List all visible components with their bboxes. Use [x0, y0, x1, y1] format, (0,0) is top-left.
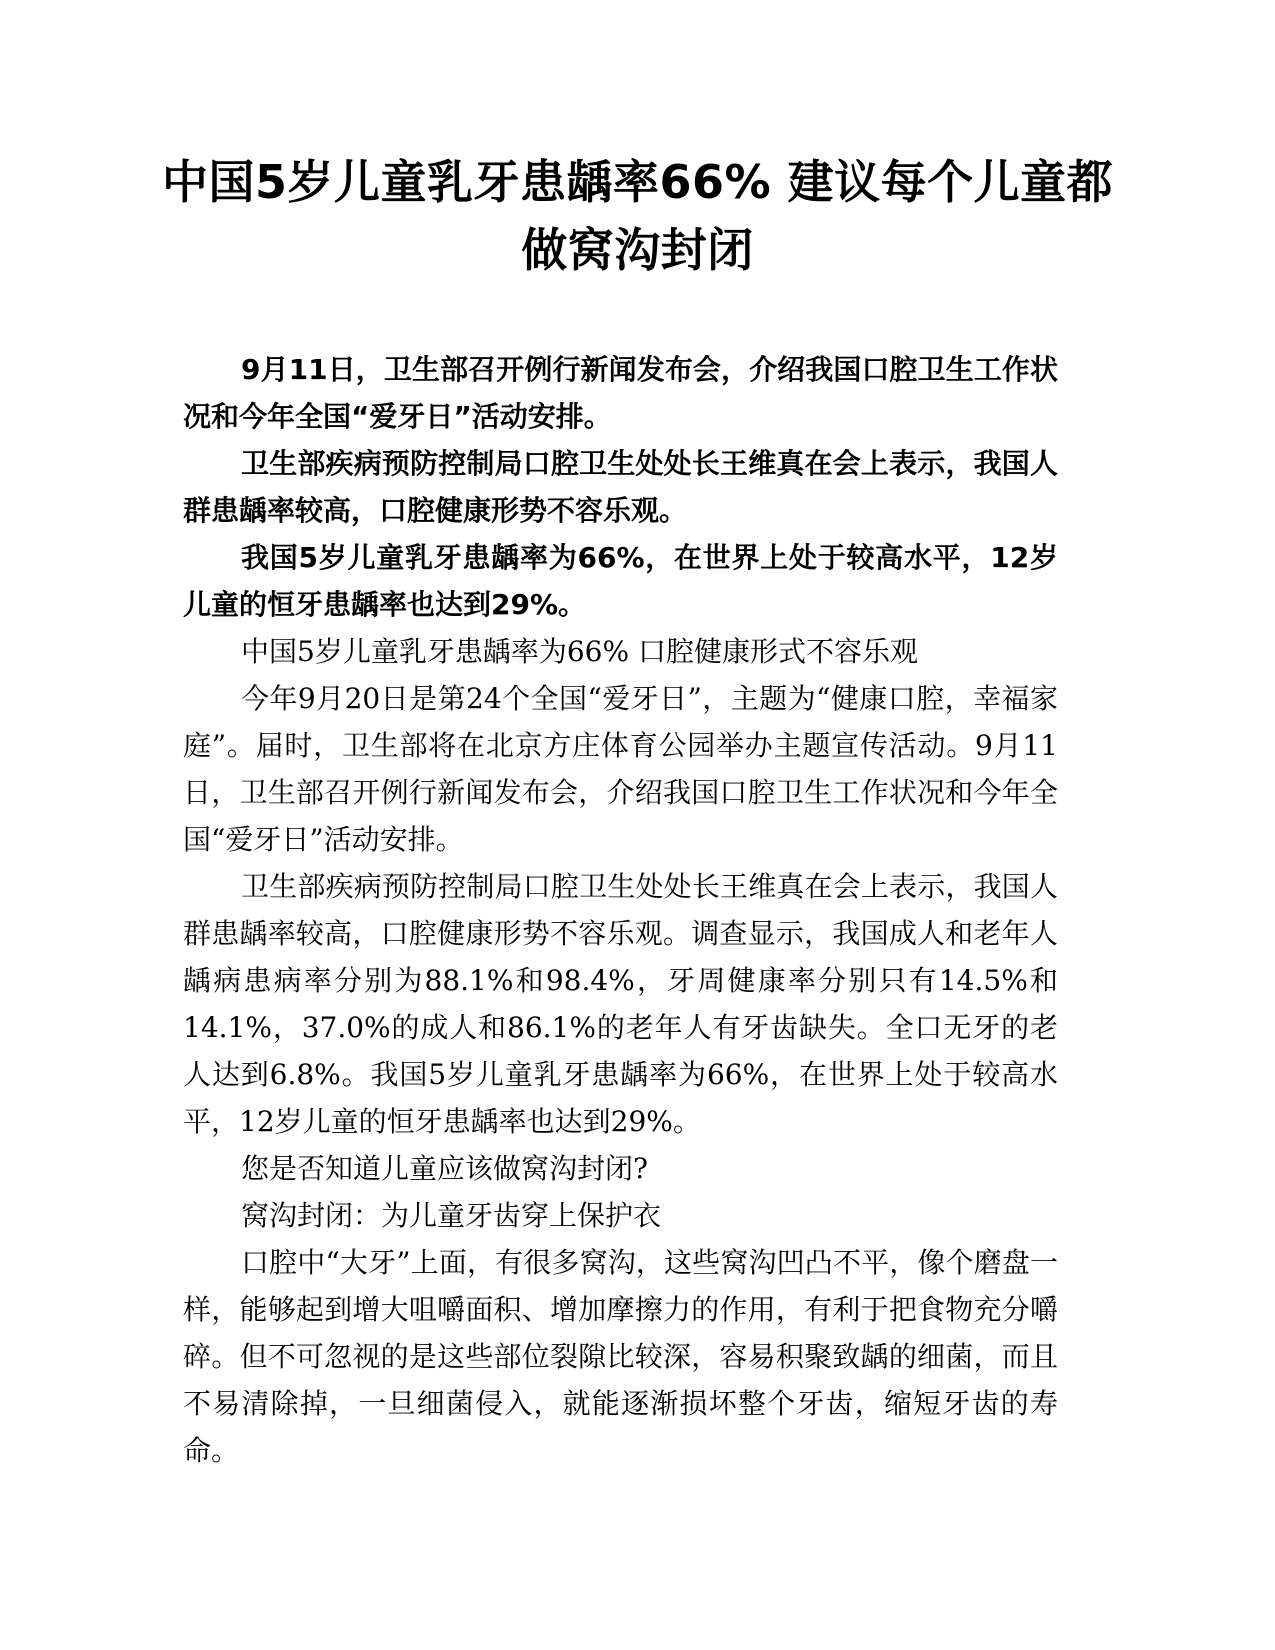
- section-question: 您是否知道儿童应该做窝沟封闭?: [241, 1152, 649, 1185]
- lead-paragraph: 卫生部疾病预防控制局口腔卫生处处长王维真在会上表示，我国人群患龋率较高，口腔健康形势不容乐观。: [183, 447, 1058, 527]
- lead-paragraph: 9月11日，卫生部召开例行新闻发布会，介绍我国口腔卫生工作状况和今年全国“爱牙日”活动安排。: [183, 353, 1058, 433]
- lead-section: [183, 346, 1058, 628]
- body-paragraph: 卫生部疾病预防控制局口腔卫生处处长王维真在会上表示，我国人群患龋率较高，口腔健康形势不容乐观。调查显示，我国成人和老年人龋病患病率分别为88.1%和98.4%，牙周健康率分别只有14.5%和14.1%，37.0%的成人和86.1%的老年人有牙齿缺失。全口无牙的老人达到6.8%。我国5岁儿童乳牙患龋率为66%，在世界上处于较高水平，12岁儿童的恒牙患龋率也达到29%。: [183, 870, 1058, 1138]
- body-paragraph: 今年9月20日是第24个全国“爱牙日”，主题为“健康口腔，幸福家庭”。届时，卫生部将在北京方庄体育公园举办主题宣传活动。9月11日，卫生部召开例行新闻发布会，介绍我国口腔卫生工作状况和今年全国“爱牙日”活动安排。: [183, 682, 1058, 856]
- section-heading: 中国5岁儿童乳牙患龋率为66% 口腔健康形式不容乐观: [241, 635, 918, 668]
- lead-paragraph: 我国5岁儿童乳牙患龋率为66%，在世界上处于较高水平，12岁儿童的恒牙患龋率也达到29%。: [183, 541, 1058, 621]
- section-subheading: 窝沟封闭：为儿童牙齿穿上保护衣: [241, 1199, 662, 1232]
- document-title: 中国5岁儿童乳牙患龋率66% 建议每个儿童都做窝沟封闭: [161, 155, 1114, 277]
- body-paragraph: 口腔中“大牙”上面，有很多窝沟，这些窝沟凹凸不平，像个磨盘一样，能够起到增大咀嚼面积、增加摩擦力的作用，有利于把食物充分嚼碎。但不可忽视的是这些部位裂隙比较深，容易积聚致龋的细菌，而且不易清除掉，一旦细菌侵入，就能逐渐损坏整个牙齿，缩短牙齿的寿命。: [183, 1246, 1058, 1467]
- body-section: [183, 628, 1058, 1474]
